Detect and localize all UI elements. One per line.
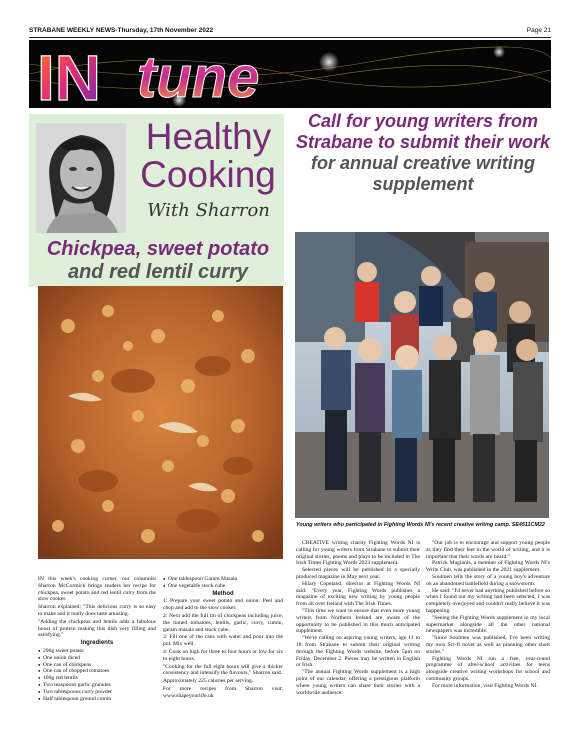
article-paragraph: CREATIVE writing charity Fighting Words NI is calling for young writers from Strabane to submit their original stories, poems and plays to be included in The Irish Times Fighting Words 2023 supplement. [296, 540, 420, 567]
logo-in-text: IN [37, 42, 101, 108]
method-note: "Cooking for the full eight hours will give a thicker consistency and intensify the flavours," Sharron said. [163, 663, 283, 677]
ingredient-item: ● Two teaspoons garlic granules [38, 682, 156, 689]
method-step: 4: Cook on high for three to four hours or low for six to eight hours. [163, 648, 283, 662]
columnist-photo [36, 123, 126, 233]
page-number: Page 21 [526, 27, 551, 34]
article-paragraph: Selected pieces will be published in a specially produced magazine in May next year. [296, 567, 420, 580]
recipe-intro-paragraph: "Adding the chickpeas and lentils adds a fabulous boost of protein making this dish very filling and satisfying." [38, 618, 156, 639]
method-heading: Method [212, 590, 234, 597]
method-step: 3: Fill one of the cans with water and pour into the pot. Mix well. [163, 634, 283, 648]
article-paragraph: Hilary Copeland, director at Fighting Words NI said: "Every year, Fighting Words publishes a magazine of exciting new writing by young people from all over Ireland with The Irish Times. [296, 580, 420, 608]
photo-caption: Young writers who participated in Fighting Words NI's recent creative writing camp. SE4511CM22 [296, 522, 545, 528]
column-title-healthy: Healthy [145, 116, 272, 157]
article-paragraph: "This time we want to ensure that even more young writers from Northern Ireland are aware of the opportunity to be published in this much anticipated supplement. [296, 607, 420, 635]
article-paragraph: "Seeing the Fighting Words supplement in my local supermarket alongside all the other national newspapers was incredible. [426, 614, 550, 635]
ingredient-item: ● One tablespoon Garam Masala [163, 576, 283, 583]
recipe-title-line2: and red lentil curry [67, 261, 249, 283]
article-paragraph: Soulmen tells the story of a young boy's adventure on an abandoned battlefield during a snowstorm. [426, 573, 550, 587]
page-header [29, 27, 551, 37]
curry-dish-image [38, 286, 283, 559]
ingredients-heading: Ingredients [80, 640, 114, 647]
headline-grey: for annual creative writing supplement [310, 153, 536, 194]
ingredient-item: ● Half tablespoon ground cumin [38, 696, 156, 703]
ingredient-item: ● One can of chickpeas [38, 662, 156, 669]
article-paragraph: He said: "I'd never had anything published before so when I found out my writing had been selected, I was completely overjoyed and couldn't really believe it was happening. [426, 587, 550, 614]
article-paragraph: Fighting Words NI run a free, year-round programme of after-school activities for teens alongside creative writing workshops for school and community groups. [426, 655, 550, 682]
recipe-text-column1 [38, 576, 156, 702]
method-step: 2: Next add the full tin of chickpeas including juice, the tinned tomatoes, lentils, garlic, curry, cumin, garam masala and stock cube. [163, 612, 283, 633]
recipe-text-column2 [163, 576, 283, 701]
headline-purple: Call for young writers from Strabane to submit their work [295, 111, 551, 152]
recipe-intro-paragraph: IN this week's cooking corner, our columnist Sharron McCormick brings readers her recipe for chickpea, sweet potato and red lentil curry from the slow cooker. [38, 576, 156, 603]
ingredient-item: ● 200g sweet potato [38, 648, 156, 655]
columnist-portrait-image [36, 123, 126, 233]
article-paragraph: For more information, visit Fighting Words NI. [432, 682, 538, 689]
intune-logo-graphic [29, 40, 551, 108]
intune-banner [29, 40, 551, 108]
article-paragraph: "We're calling on aspiring young writers, age 11 to 18 from Strabane to submit their original writing through the Fighting Words website, before 5pm on Friday, December 2. Pieces may be written in English or Irish. [296, 635, 420, 669]
method-note: Approximately 225 calories per serving. [163, 678, 254, 685]
method-note: For more recipes from Sharron visit: www.shapeyourlife.uk [163, 685, 283, 699]
column-byline: With Sharron [147, 200, 270, 221]
article-body-column1 [296, 540, 420, 696]
ingredient-item: ● One onion diced [38, 655, 156, 662]
header-rule [29, 37, 551, 38]
article-body-column2 [426, 540, 550, 690]
article-paragraph: "Since Soulmen was published, I've been writing my own Sci-fi novel as well as planning other short stories." [426, 635, 550, 655]
article-paragraph: Patrick Maginnis, a member of Fighting Words NI's Write Club, was published in the 2021 supplement. [426, 560, 550, 574]
young-writers-photo [295, 232, 549, 518]
article-paragraph: "Our job is to encourage and support young people as they find their feet in the world of writing, and it is important that their words are heard." [426, 540, 550, 560]
recipe-title-line1: Chickpea, sweet potato [46, 238, 270, 260]
ingredient-item: ● 100g red lentils [38, 675, 156, 682]
logo-tune-text: tune [137, 45, 260, 108]
curry-photo [38, 286, 283, 559]
ingredient-item: ● One can of chopped tomatoes [38, 668, 156, 675]
article-paragraph: "The annual Fighting Words supplement is a high point of our calendar, offering a prestigious platform where young writers can share their stories with a worldwide audience. [296, 669, 420, 696]
column-title-cooking: Cooking [140, 154, 276, 195]
ingredient-item: ● Two tablespoons curry powder [38, 689, 156, 696]
ingredients-list [38, 648, 156, 702]
ingredients-list-continued [163, 576, 283, 590]
publication-dateline: STRABANE WEEKLY NEWS-Thursday, 17th November 2022 [29, 27, 214, 34]
recipe-intro-paragraph: Sharron explained: "This delicious curry is so easy to make and it really does taste amazing. [38, 604, 156, 617]
group-photo-image [295, 232, 549, 518]
method-step: 1: Prepare your sweet potato and onion. Peel and chop and add to the slow cooker. [163, 598, 283, 612]
article-headline [292, 111, 554, 195]
ingredient-item: ● One vegetable stock cube [163, 583, 283, 590]
